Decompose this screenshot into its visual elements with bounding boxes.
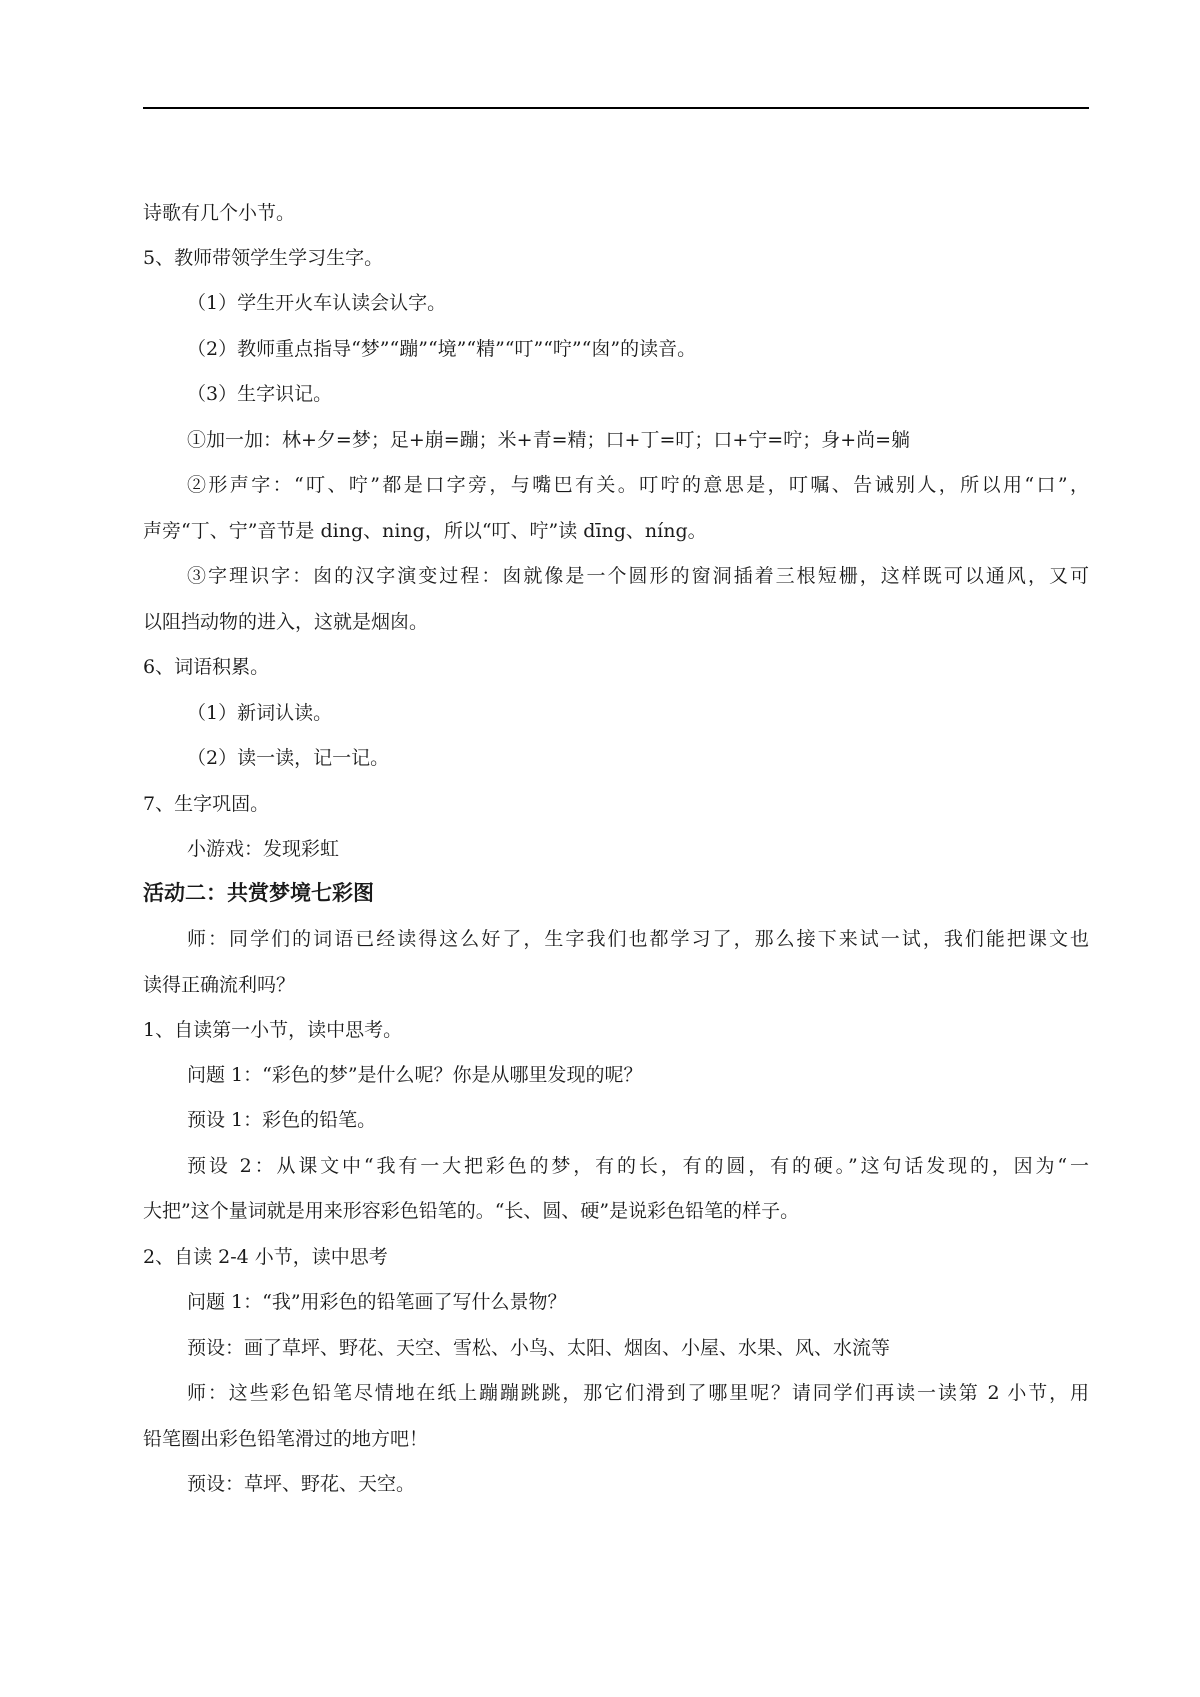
text-line: （1）新词认读。 <box>187 702 333 724</box>
text-line: 铅笔圈出彩色铅笔滑过的地方吧！ <box>143 1428 429 1450</box>
text-line: 预设 2：从课文中“我有一大把彩色的梦，有的长，有的圆，有的硬。”这句话发现的，因为“一 <box>187 1155 1089 1177</box>
step-heading: 2、自读 2-4 小节，读中思考 <box>143 1246 388 1268</box>
text-line: 预设：画了草坪、野花、天空、雪松、小鸟、太阳、烟囱、小屋、水果、风、水流等 <box>187 1337 891 1359</box>
step-heading: 5、教师带领学生学习生字。 <box>143 247 384 269</box>
text-line: （1）学生开火车认读会认字。 <box>187 292 447 314</box>
text-line: 师：这些彩色铅笔尽情地在纸上蹦蹦跳跳，那它们滑到了哪里呢？请同学们再读一读第 2 小节，用 <box>187 1382 1089 1404</box>
text-line: 问题 1：“我”用彩色的铅笔画了写什么景物？ <box>187 1291 567 1313</box>
text-line: 以阻挡动物的进入，这就是烟囱。 <box>143 611 429 633</box>
text-line: 读得正确流利吗？ <box>143 974 296 996</box>
text-line: 小游戏：发现彩虹 <box>187 838 340 860</box>
step-heading: 6、词语积累。 <box>143 656 270 678</box>
text-line: ③字理识字：囱的汉字演变过程：囱就像是一个圆形的窗洞插着三根短栅，这样既可以通风，又可 <box>187 565 1089 587</box>
text-line: ①加一加：林+夕=梦；足+崩=蹦；米+青=精；口+丁=叮；口+宁=咛；身+尚=躺 <box>187 429 911 451</box>
text-line: 问题 1：“彩色的梦”是什么呢？你是从哪里发现的呢？ <box>187 1064 643 1086</box>
text-line: 诗歌有几个小节。 <box>143 202 296 224</box>
text-line: （2）读一读，记一记。 <box>187 747 390 769</box>
step-heading: 1、自读第一小节，读中思考。 <box>143 1019 403 1041</box>
section-heading: 活动二：共赏梦境七彩图 <box>143 881 374 905</box>
step-heading: 7、生字巩固。 <box>143 793 270 815</box>
header-rule <box>143 107 1089 109</box>
text-line: 大把”这个量词就是用来形容彩色铅笔的。“长、圆、硬”是说彩色铅笔的样子。 <box>143 1200 800 1222</box>
text-line: （3）生字识记。 <box>187 383 333 405</box>
text-line: （2）教师重点指导“梦”“蹦”“境”“精”“叮”“咛”“囱”的读音。 <box>187 338 697 360</box>
text-line: 声旁“丁、宁”音节是 ding、ning，所以“叮、咛”读 dīng、níng。 <box>143 520 707 542</box>
text-line: ②形声字：“叮、咛”都是口字旁，与嘴巴有关。叮咛的意思是，叮嘱、告诫别人，所以用“口”， <box>187 474 1089 496</box>
text-line: 预设 1：彩色的铅笔。 <box>187 1109 377 1131</box>
text-line: 预设：草坪、野花、天空。 <box>187 1473 416 1495</box>
text-line: 师：同学们的词语已经读得这么好了，生字我们也都学习了，那么接下来试一试，我们能把课文也 <box>187 928 1089 950</box>
